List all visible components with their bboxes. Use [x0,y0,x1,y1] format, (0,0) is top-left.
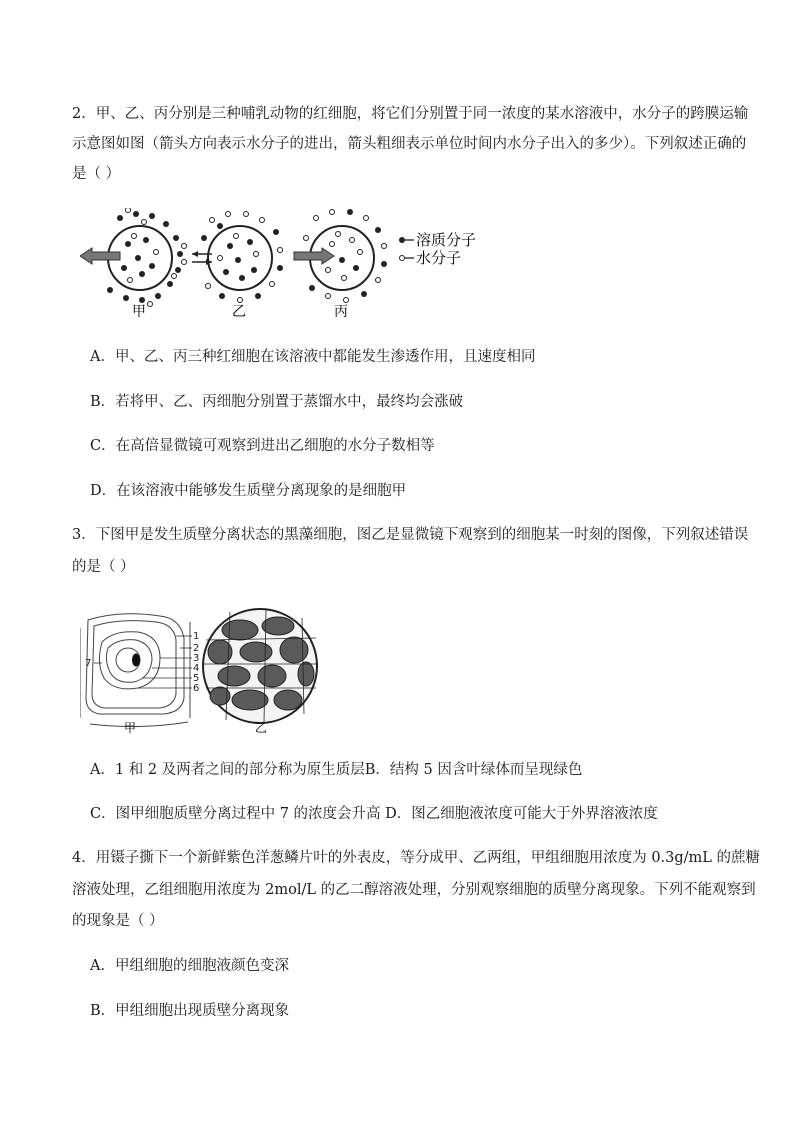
label-yi: 乙 [232,304,246,320]
q4-stem-line-2: 溶液处理，乙组细胞用浓度为 2mol/L 的乙二醇溶液处理，分别观察细胞的质壁分离现象。下列不能观察到 [72,882,756,898]
number-6: 6 [193,683,200,694]
q3-options-ab: A．1 和 2 及两者之间的部分称为原生质层B．结构 5 因含叶绿体而呈现绿色 [90,762,583,778]
q3-stem-line-2: 的是（ ） [72,559,135,575]
number-3: 3 [193,653,200,664]
number-1: 1 [193,631,200,642]
q2-option-b: B．若将甲、乙、丙细胞分别置于蒸馏水中，最终均会涨破 [90,394,464,410]
figure-label-yi: 乙 [255,721,268,735]
q4-option-b: B．甲组细胞出现质壁分离现象 [90,1003,290,1019]
figure-jia-leaders [94,636,192,688]
label-jia: 甲 [132,304,146,320]
number-7: 7 [85,658,92,669]
legend-water: 水分子 [416,249,462,267]
figure-label-jia: 甲 [124,721,137,735]
q3-cell-figure [80,608,330,738]
number-5: 5 [193,673,200,684]
q2-stem-line-3: 是（ ） [72,166,121,182]
q2-stem-line-1: 2．甲、乙、丙分别是三种哺乳动物的红细胞，将它们分别置于同一浓度的某水溶液中，水分子的跨膜运输 [72,106,749,122]
figure-jia-cell [80,614,190,727]
cell-yi [192,212,283,303]
q2-option-d: D．在该溶液中能够发生质壁分离现象的是细胞甲 [90,483,407,499]
q3-options-cd: C．图甲细胞质壁分离过程中 7 的浓度会升高 D．图乙细胞液浓度可能大于外界溶液浓度 [90,806,658,822]
label-bing: 丙 [334,304,348,320]
number-2: 2 [193,643,200,654]
number-4: 4 [193,663,200,674]
q3-stem-line-1: 3．下图甲是发生质壁分离状态的黑藻细胞，图乙是显微镜下观察到的细胞某一时刻的图像，下列叙述错误 [72,527,749,543]
figure-jia-numbers [85,631,199,694]
q4-stem-line-1: 4．用镊子撕下一个新鲜紫色洋葱鳞片叶的外表皮，等分成甲、乙两组，甲组细胞用浓度为 0.3g/mL 的蔗糖 [72,850,761,866]
figure-yi-microscope-view [203,609,318,723]
q2-option-a: A．甲、乙、丙三种红细胞在该溶液中都能发生渗透作用，且速度相同 [90,349,536,365]
figure-legend [399,231,476,267]
q4-option-a: A．甲组细胞的细胞液颜色变深 [90,958,289,974]
cell-jia [80,208,187,307]
q2-red-cell-figure [80,208,500,320]
q4-stem-line-3: 的现象是（ ） [72,913,164,929]
cell-bing [294,209,387,303]
legend-solute: 溶质分子 [416,231,477,249]
q2-stem-line-2: 示意图如图（箭头方向表示水分子的进出，箭头粗细表示单位时间内水分子出入的多少）。下列叙述正确的 [72,136,747,152]
q2-option-c: C．在高倍显微镜可观察到进出乙细胞的水分子数相等 [90,438,435,454]
